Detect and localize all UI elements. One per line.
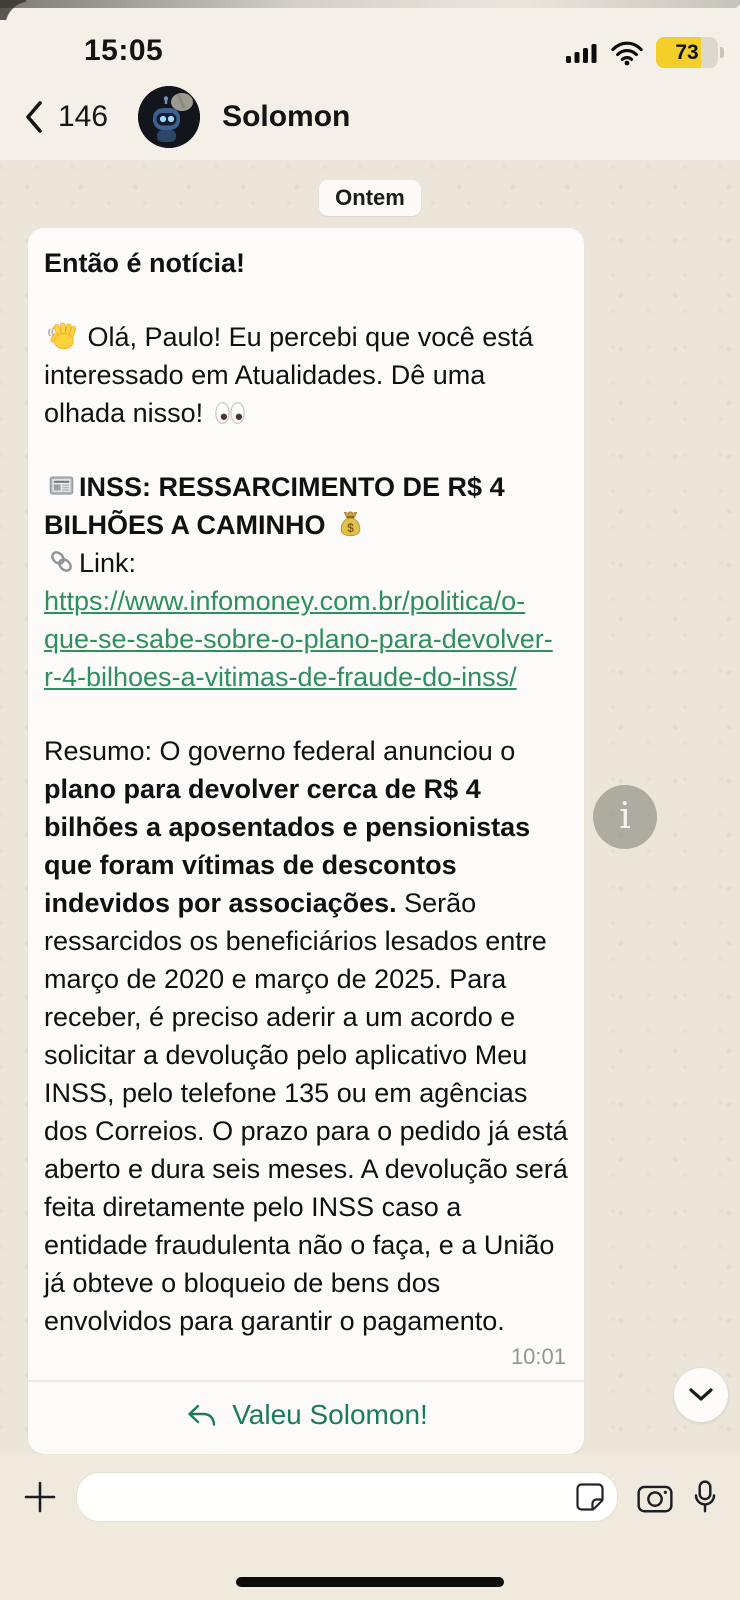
incoming-message-bubble bbox=[28, 228, 584, 1454]
message-timestamp: 10:01 bbox=[510, 1344, 566, 1369]
link-label: Link: bbox=[79, 548, 137, 578]
message-summary bbox=[44, 732, 568, 1340]
status-time: 15:05 bbox=[84, 34, 164, 67]
article-link[interactable]: https://www.infomoney.com.br/politica/o-que-se-sabe-sobre-o-plano-para-devolver-r-4-bilhoes-a-vitimas-de-fraude-do-inss/ bbox=[44, 586, 553, 692]
summary-pre: Resumo: O governo federal anunciou o bbox=[44, 736, 516, 766]
chat-area bbox=[0, 160, 740, 1454]
home-indicator[interactable] bbox=[236, 1577, 504, 1587]
message-title: Então é notícia! bbox=[44, 248, 246, 278]
plus-icon bbox=[22, 1479, 58, 1515]
screen-top-bezel bbox=[0, 0, 740, 8]
robot-avatar-image bbox=[138, 86, 200, 148]
message-greeting bbox=[44, 318, 568, 432]
chevron-down-icon bbox=[687, 1386, 715, 1404]
camera-icon bbox=[636, 1480, 674, 1514]
battery-percent: 73 bbox=[675, 40, 699, 64]
scroll-to-bottom-button[interactable] bbox=[674, 1368, 728, 1422]
wifi-icon bbox=[610, 40, 644, 66]
contact-name: Solomon bbox=[222, 100, 351, 133]
quick-reply-button[interactable] bbox=[28, 1382, 584, 1448]
info-icon: i bbox=[619, 796, 631, 837]
back-button[interactable] bbox=[22, 99, 108, 135]
headline-line bbox=[44, 472, 505, 540]
back-chevron-icon bbox=[22, 99, 46, 135]
contact-avatar bbox=[138, 86, 200, 148]
microphone-icon bbox=[692, 1479, 718, 1515]
sticker-button[interactable] bbox=[573, 1480, 607, 1514]
summary-post: Serão ressarcidos os beneficiários lesados entre março de 2020 e março de 2025. Para receber, é preciso aderir a um acordo e solicitar a devolução pelo aplicativo Meu INSS, pelo telefone 135 ou em agências dos Correios. O prazo para o pedido já está aberto e dura seis meses. A devolução será feita diretamente pelo INSS caso a entidade fraudulenta não o faça, e a União já obteve o bloqueio de bens dos envolvidos para garantir o pagamento. bbox=[44, 888, 568, 1336]
info-badge[interactable] bbox=[593, 785, 657, 849]
message-input[interactable] bbox=[77, 1473, 617, 1521]
contact-header[interactable] bbox=[138, 86, 350, 148]
status-bar bbox=[0, 0, 740, 74]
reply-arrow-icon bbox=[184, 1400, 218, 1430]
battery-indicator bbox=[656, 37, 718, 68]
message-input-wrap[interactable] bbox=[76, 1472, 618, 1522]
chat-navbar bbox=[0, 74, 740, 160]
mic-button[interactable] bbox=[692, 1479, 718, 1515]
message-headline-block bbox=[44, 468, 568, 696]
greeting-text: Olá, Paulo! Eu percebi que você está interessado em Atualidades. Dê uma olhada nisso! bbox=[44, 322, 534, 428]
newspaper-emoji bbox=[47, 471, 76, 500]
status-icons bbox=[564, 37, 718, 68]
money-bag-emoji bbox=[336, 509, 365, 538]
headline-text: INSS: RESSARCIMENTO DE R$ 4 BILHÕES A CAMINHO bbox=[44, 472, 505, 540]
camera-button[interactable] bbox=[636, 1480, 674, 1514]
link-emoji bbox=[47, 547, 76, 576]
eyes-emoji bbox=[214, 400, 246, 426]
waving-hand-emoji bbox=[47, 320, 77, 350]
cellular-signal-icon bbox=[564, 41, 598, 65]
svg-text:$: $ bbox=[347, 522, 354, 536]
sticker-icon bbox=[573, 1480, 607, 1514]
battery-nub bbox=[720, 47, 724, 58]
quick-reply-label: Valeu Solomon! bbox=[232, 1399, 428, 1430]
unread-count: 146 bbox=[58, 100, 109, 133]
message-composer bbox=[0, 1454, 740, 1522]
date-separator: Ontem bbox=[319, 180, 421, 216]
attach-button[interactable] bbox=[22, 1479, 58, 1515]
summary-bold: plano para devolver cerca de R$ 4 bilhões a aposentados e pensionistas que foram vítimas de descontos indevidos por associações. bbox=[44, 774, 531, 918]
